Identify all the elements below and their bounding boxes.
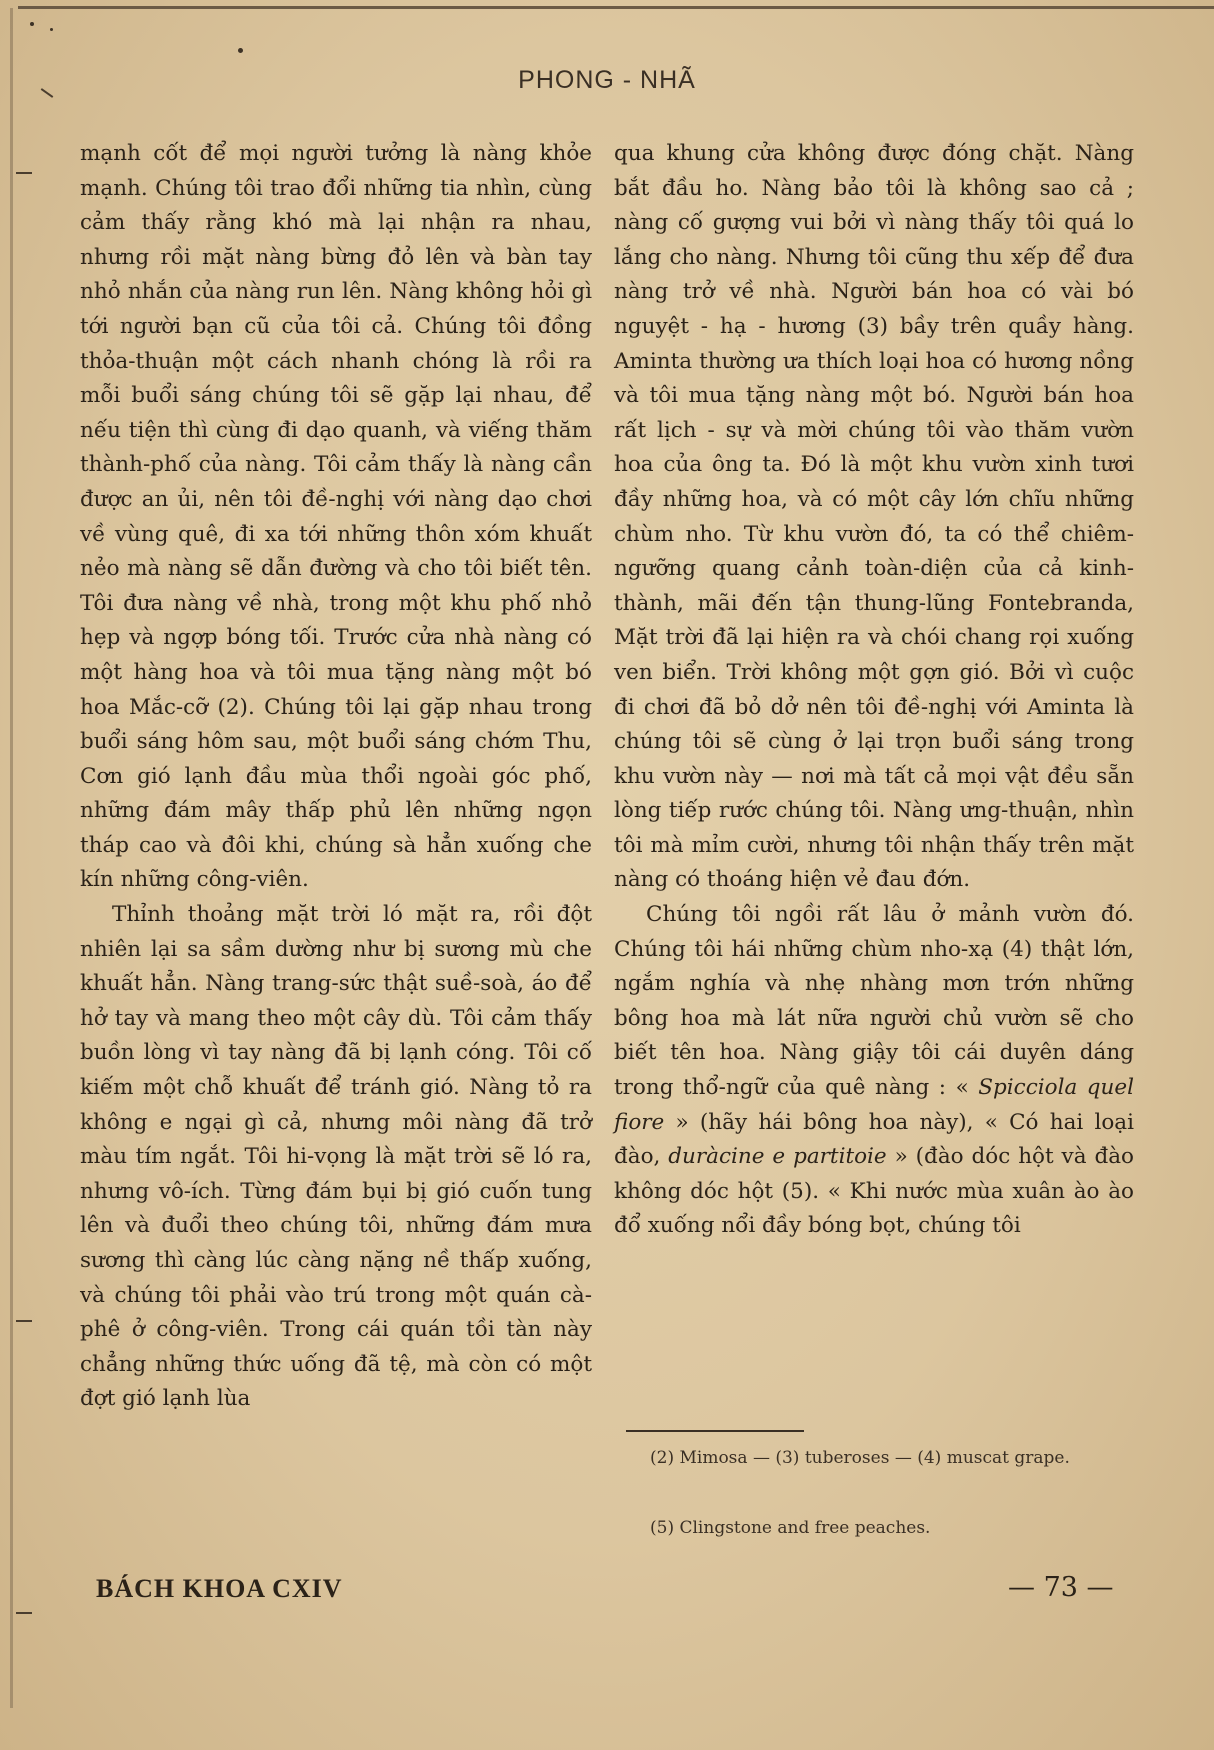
- speck: [238, 48, 243, 53]
- speck: [30, 22, 34, 26]
- paragraph-text: Chúng tôi ngồi rất lâu ở mảnh vườn đó. Chúng tôi hái những chùm nho-xạ (4) thật lớn, ngắm nghía và nhẹ nhàng mơn trớn những bông hoa mà lát nữa người chủ vườn sẽ cho biết tên hoa. Nàng giậy tôi cái duyên dáng trong thổ-ngữ của quê nàng : «: [614, 902, 1134, 1101]
- right-column: [614, 137, 1134, 1244]
- magazine-issue: BÁCH KHOA CXIV: [96, 1574, 343, 1603]
- italic-phrase: duràcine e partitoie: [668, 1144, 887, 1170]
- running-header: PHONG - NHÃ: [518, 66, 696, 94]
- margin-mark: [16, 172, 32, 174]
- footnote: (2) Mimosa — (3) tuberoses — (4) muscat grape.: [650, 1448, 1070, 1468]
- paragraph: Thỉnh thoảng mặt trời ló mặt ra, rồi đột nhiên lại sa sầm dường như bị sương mù che khuất hẳn. Nàng trang-sức thật suề-soà, áo để hở tay và mang theo một cây dù. Tôi cảm thấy buồn lòng vì tay nàng đã bị lạnh cóng. Tôi cố kiếm một chỗ khuất để tránh gió. Nàng tỏ ra không e ngại gì cả, nhưng môi nàng đã trở màu tím ngắt. Tôi hi-vọng là mặt trời sẽ ló ra, nhưng vô-ích. Từng đám bụi bị gió cuốn tung lên và đuổi theo chúng tôi, những đám mưa sương thì càng lúc càng nặng nề thấp xuống, và chúng tôi phải vào trú trong một quán cà-phê ở công-viên. Trong cái quán tồi tàn này chẳng những thức uống đã tệ, mà còn có một đợt gió lạnh lùa: [80, 902, 592, 1412]
- speck: [50, 28, 53, 31]
- page-number: — 73 —: [1008, 1572, 1114, 1603]
- italic-phrase: Spicciola quel fiore: [614, 1075, 1135, 1135]
- paragraph: [614, 898, 1134, 1244]
- margin-mark: [16, 1320, 32, 1322]
- margin-mark: [16, 1612, 32, 1614]
- left-edge-rule: [10, 8, 13, 1708]
- footnote: (5) Clingstone and free peaches.: [650, 1518, 931, 1538]
- top-edge-rule: [18, 6, 1214, 9]
- paragraph: mạnh cốt để mọi người tưởng là nàng khỏe mạnh. Chúng tôi trao đổi những tia nhìn, cùng cảm thấy rằng khó mà lại nhận ra nhau, nhưng rồi mặt nàng bừng đỏ lên và bàn tay nhỏ nhắn của nàng run lên. Nàng không hỏi gì tới người bạn cũ của tôi cả. Chúng tôi đồng thỏa-thuận một cách nhanh chóng là rồi ra mỗi buổi sáng chúng tôi sẽ gặp lại nhau, để nếu tiện thì cùng đi dạo quanh, và viếng thăm thành-phố của nàng. Tôi cảm thấy là nàng cần được an ủi, nên tôi đề-nghị với nàng dạo chơi về vùng quê, đi xa tới những thôn xóm khuất nẻo mà nàng sẽ dẫn đường và cho tôi biết tên. Tôi đưa nàng về nhà, trong một khu phố nhỏ hẹp và ngợp bóng tối. Trước cửa nhà nàng có một hàng hoa và tôi mua tặng nàng một bó hoa Mắc-cỡ (2). Chúng tôi lại gặp nhau trong buổi sáng hôm sau, một buổi sáng chớm Thu, Cơn gió lạnh đầu mùa thổi ngoài góc phố, những đám mây thấp phủ lên những ngọn tháp cao và đôi khi, chúng sà hẳn xuống che kín những công-viên.: [80, 141, 592, 893]
- footnote-rule: [626, 1430, 804, 1432]
- paragraph-text: » (đào dóc hột và đào không dóc hột (5). « Khi nước mùa xuân ào ào đổ xuống nổi đầy bóng bọt, chúng tôi: [614, 1144, 1134, 1239]
- paragraph: qua khung cửa không được đóng chặt. Nàng bắt đầu ho. Nàng bảo tôi là không sao cả ; nàng cố gượng vui bởi vì nàng thấy tôi quá lo lắng cho nàng. Nhưng tôi cũng thu xếp để đưa nàng trở về nhà. Người bán hoa có vài bó nguyệt - hạ - hương (3) bầy trên quầy hàng. Aminta thường ưa thích loại hoa có hương nồng và tôi mua tặng nàng một bó. Người bán hoa rất lịch - sự và mời chúng tôi vào thăm vườn hoa của ông ta. Đó là một khu vườn xinh tươi đầy những hoa, và có một cây lớn chĩu những chùm nho. Từ khu vườn đó, ta có thể chiêm-ngưỡng quang cảnh toàn-diện của cả kinh-thành, mãi đến tận thung-lũng Fontebranda, Mặt trời đã lại hiện ra và chói chang rọi xuống ven biển. Trời không một gợn gió. Bởi vì cuộc đi chơi đã bỏ dở nên tôi đề-nghị với Aminta là chúng tôi sẽ cùng ở lại trọn buổi sáng trong khu vườn này — nơi mà tất cả mọi vật đều sẵn lòng tiếp rước chúng tôi. Nàng ưng-thuận, nhìn tôi mà mỉm cười, nhưng tôi nhận thấy trên mặt nàng có thoáng hiện vẻ đau đớn.: [614, 141, 1134, 893]
- paragraph-text: » (hãy hái bông hoa này), « Có hai loại đào,: [614, 1109, 1134, 1170]
- left-column: [80, 137, 592, 1417]
